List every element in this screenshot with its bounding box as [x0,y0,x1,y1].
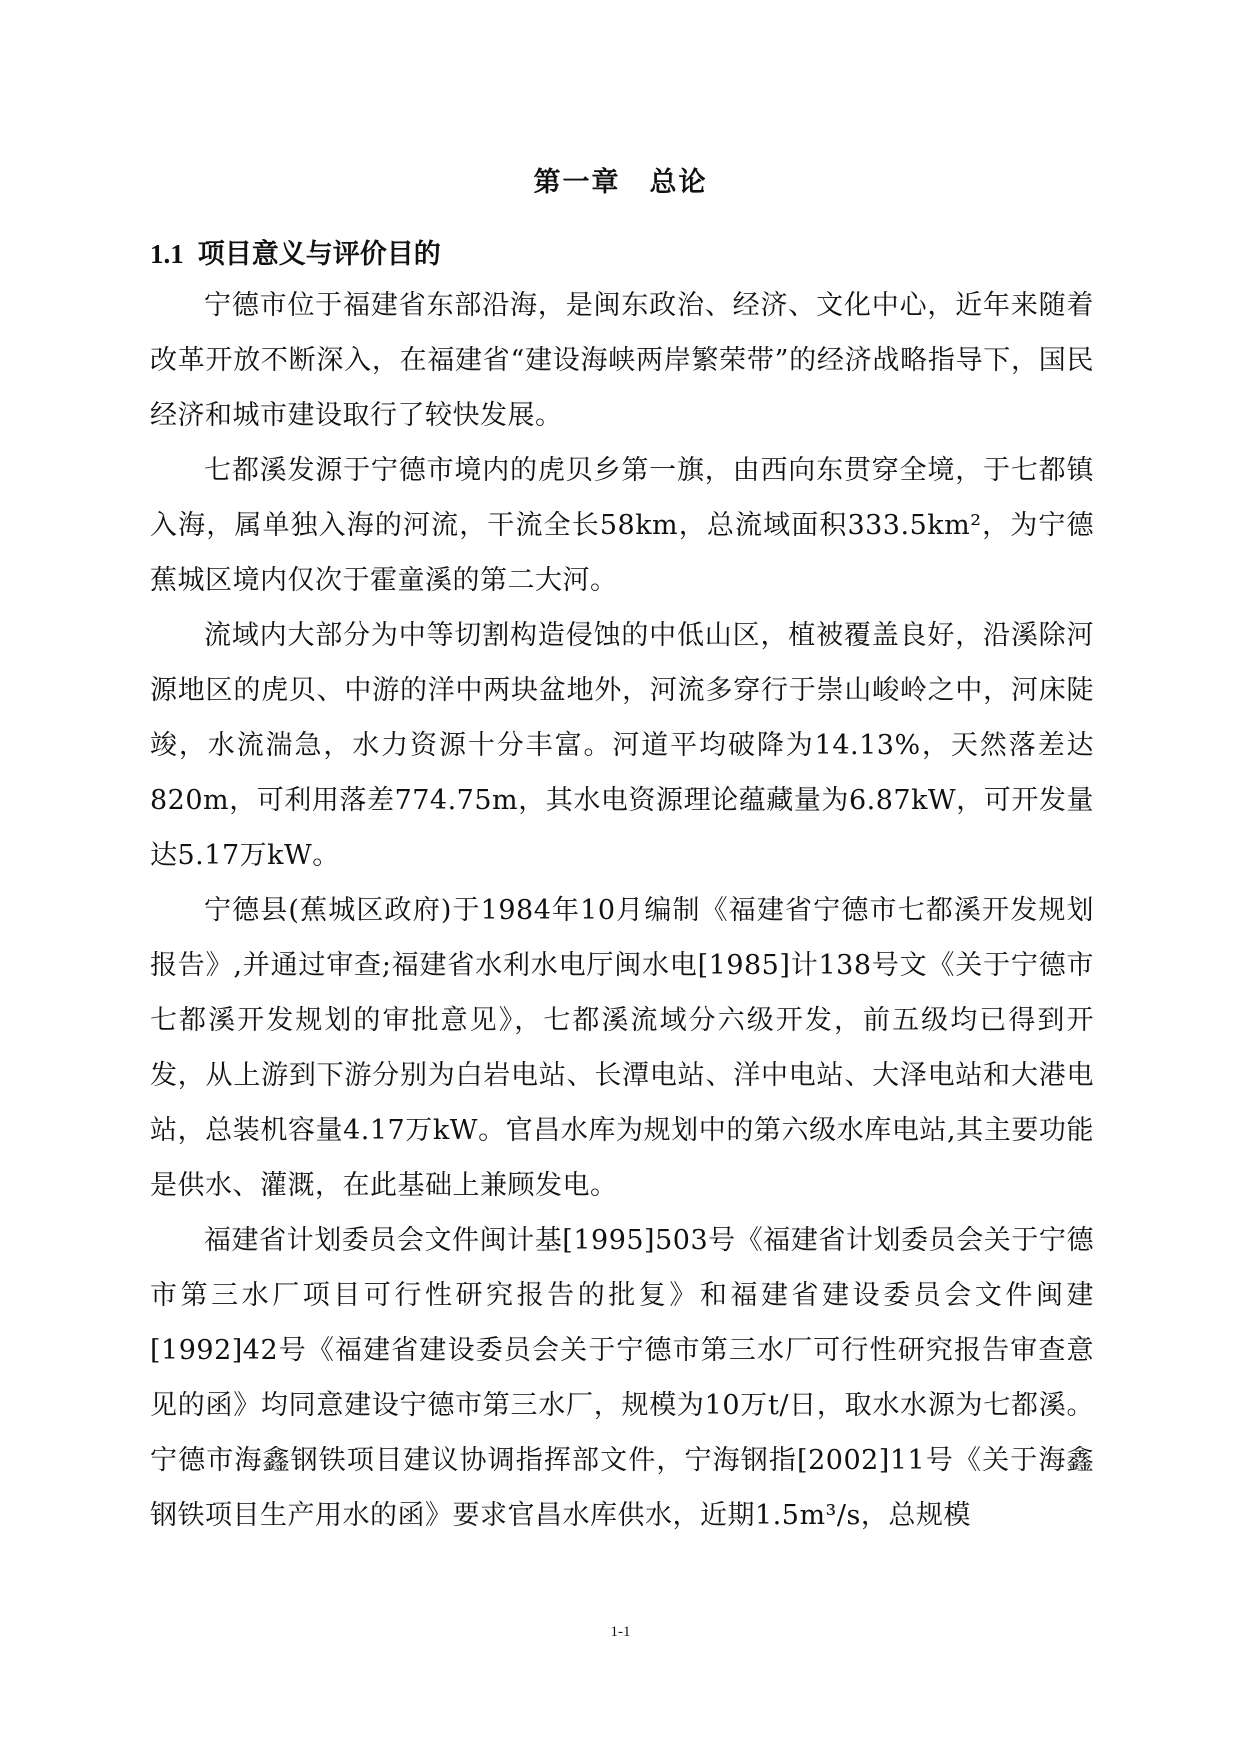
paragraph: 宁德市位于福建省东部沿海，是闽东政治、经济、文化中心，近年来随着改革开放不断深入，在福建省“建设海峡两岸繁荣带”的经济战略指导下，国民经济和城市建设取行了较快发展。 [150,290,1094,431]
body-text [150,278,1094,1543]
paragraph: 七都溪发源于宁德市境内的虎贝乡第一旗，由西向东贯穿全境，于七都镇入海，属单独入海的河流，干流全长58km，总流域面积333.5km²，为宁德蕉城区境内仅次于霍童溪的第二大河。 [150,455,1094,596]
chapter-title: 第一章 总论 [533,167,708,198]
section-number: 1.1 [150,239,184,269]
page-number: 1-1 [610,1624,631,1640]
paragraph: 流域内大部分为中等切割构造侵蚀的中低山区，植被覆盖良好，沿溪除河源地区的虎贝、中游的洋中两块盆地外，河流多穿行于崇山峻岭之中，河床陡竣，水流湍急，水力资源十分丰富。河道平均破降为14.13%，天然落差达820m，可利用落差774.75m，其水电资源理论蕴藏量为6.87kW，可开发量达5.17万kW。 [150,620,1094,871]
section-title: 项目意义与评价目的 [197,239,441,270]
paragraph: 宁德县(蕉城区政府)于1984年10月编制《福建省宁德市七都溪开发规划报告》,并通过审查;福建省水利水电厅闽水电[1985]计138号文《关于宁德市七都溪开发规划的审批意见》，七都溪流域分六级开发，前五级均已得到开发，从上游到下游分别为白岩电站、长潭电站、洋中电站、大泽电站和大港电站，总装机容量4.17万kW。官昌水库为规划中的第六级水库电站,其主要功能是供水、灌溉，在此基础上兼顾发电。 [150,895,1094,1201]
paragraph: 福建省计划委员会文件闽计基[1995]503号《福建省计划委员会关于宁德市第三水厂项目可行性研究报告的批复》和福建省建设委员会文件闽建[1992]42号《福建省建设委员会关于宁德市第三水厂可行性研究报告审查意见的函》均同意建设宁德市第三水厂，规模为10万t/日，取水水源为七都溪。宁德市海鑫钢铁项目建议协调指挥部文件，宁海钢指[2002]11号《关于海鑫钢铁项目生产用水的函》要求官昌水库供水，近期1.5m³/s，总规模 [150,1225,1094,1531]
section-heading [150,232,441,271]
